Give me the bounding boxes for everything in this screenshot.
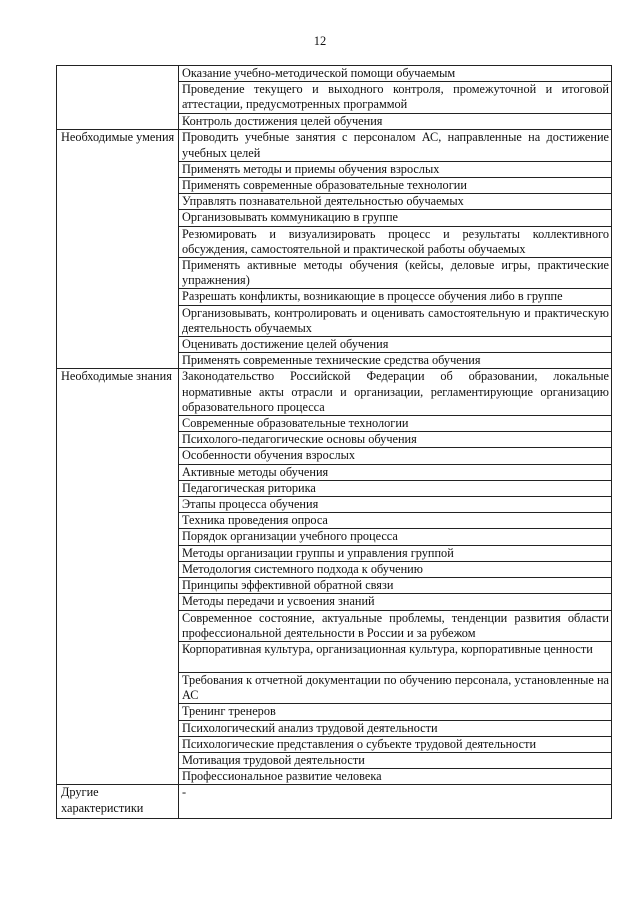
- page-number: 12: [313, 34, 327, 48]
- requirement-text: Активные методы обучения: [179, 464, 612, 480]
- requirement-text: Применять активные методы обучения (кейсы, деловые игры, практические упражнения): [179, 258, 612, 289]
- requirement-text: Законодательство Российской Федерации об образовании, локальные нормативные акты отрасли и организации, регламентирующие организацию образовательного процесса: [179, 369, 612, 416]
- requirement-text: Психологический анализ трудовой деятельности: [179, 720, 612, 736]
- requirement-text: Резюмировать и визуализировать процесс и результаты коллективного обсуждения, самостоятельной и практической работы обучаемых: [179, 226, 612, 257]
- requirement-text: -: [179, 785, 612, 819]
- table-row: [57, 66, 612, 82]
- requirement-text: Корпоративная культура, организационная культура, корпоративные ценности: [179, 641, 612, 672]
- requirement-text: Техника проведения опроса: [179, 513, 612, 529]
- requirement-text: Психологические представления о субъекте трудовой деятельности: [179, 736, 612, 752]
- requirement-text: Контроль достижения целей обучения: [179, 114, 612, 130]
- table-row: [57, 130, 612, 161]
- requirement-text: Тренинг тренеров: [179, 704, 612, 720]
- requirement-text: Применять современные образовательные технологии: [179, 178, 612, 194]
- requirement-text: Организовывать, контролировать и оценивать самостоятельную и практическую деятельность обучаемых: [179, 305, 612, 336]
- requirement-text: Мотивация трудовой деятельности: [179, 752, 612, 768]
- table-row: [57, 369, 612, 416]
- requirement-text: Психолого-педагогические основы обучения: [179, 432, 612, 448]
- requirement-text: Методология системного подхода к обучению: [179, 561, 612, 577]
- requirement-text: Профессиональное развитие человека: [179, 769, 612, 785]
- requirement-text: Особенности обучения взрослых: [179, 448, 612, 464]
- requirement-text: Организовывать коммуникацию в группе: [179, 210, 612, 226]
- requirement-text: Этапы процесса обучения: [179, 497, 612, 513]
- requirement-text: Современное состояние, актуальные проблемы, тенденции развития области профессиональной деятельности в России и за рубежом: [179, 610, 612, 641]
- requirement-text: Порядок организации учебного процесса: [179, 529, 612, 545]
- requirement-text: Современные образовательные технологии: [179, 416, 612, 432]
- group-label: Другие характеристики: [57, 785, 179, 819]
- group-label: Необходимые умения: [57, 130, 179, 369]
- requirement-text: Педагогическая риторика: [179, 480, 612, 496]
- competency-table-body: [57, 66, 612, 819]
- requirement-text: Оказание учебно-методической помощи обучаемым: [179, 66, 612, 82]
- requirement-text: Применять современные технические средства обучения: [179, 353, 612, 369]
- requirement-text: Проведение текущего и выходного контроля, промежуточной и итоговой аттестации, предусмотренных программой: [179, 82, 612, 114]
- group-label: Необходимые знания: [57, 369, 179, 785]
- requirement-text: Принципы эффективной обратной связи: [179, 578, 612, 594]
- requirement-text: Методы передачи и усвоения знаний: [179, 594, 612, 610]
- group-label: [57, 66, 179, 130]
- requirement-text: Применять методы и приемы обучения взрослых: [179, 161, 612, 177]
- requirement-text: Проводить учебные занятия с персоналом АС, направленные на достижение учебных целей: [179, 130, 612, 161]
- requirement-text: Методы организации группы и управления группой: [179, 545, 612, 561]
- requirement-text: Разрешать конфликты, возникающие в процессе обучения либо в группе: [179, 289, 612, 305]
- requirement-text: Требования к отчетной документации по обучению персонала, установленные на АС: [179, 672, 612, 703]
- requirement-text: Управлять познавательной деятельностью обучаемых: [179, 194, 612, 210]
- requirement-text: Оценивать достижение целей обучения: [179, 337, 612, 353]
- competency-table: [56, 65, 612, 819]
- table-row: [57, 785, 612, 819]
